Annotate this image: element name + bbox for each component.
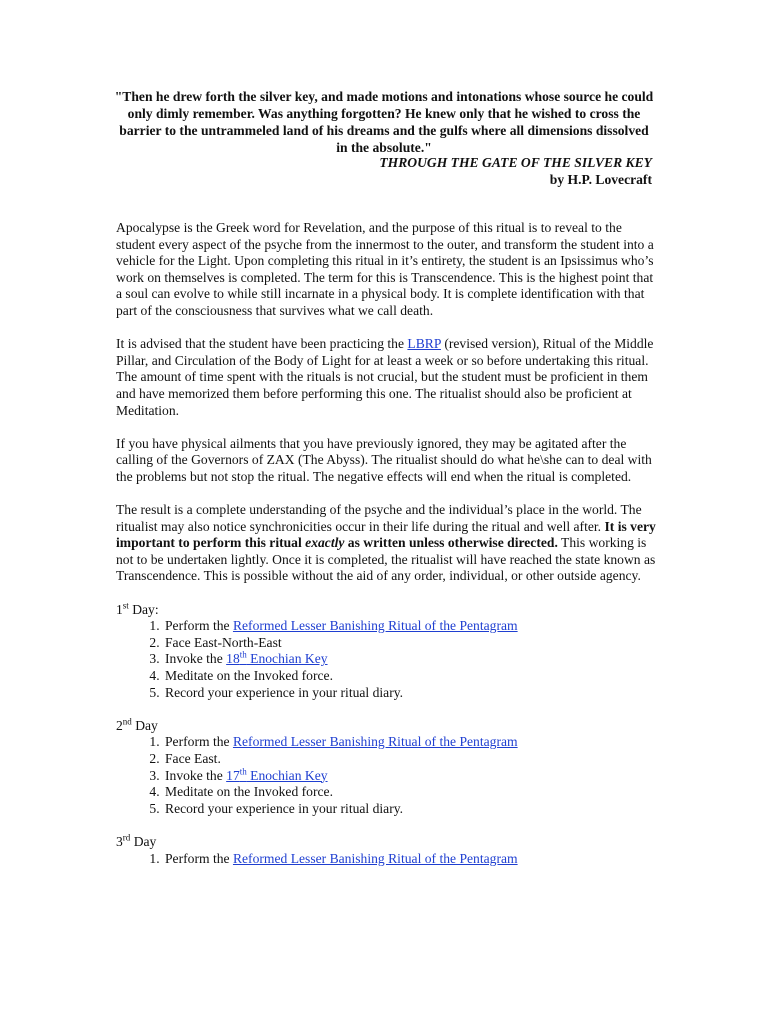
key-ordinal: th (239, 766, 247, 777)
day-3-steps (116, 851, 656, 868)
day-3-heading (116, 834, 656, 851)
step-text: Perform the (165, 850, 233, 866)
day-1-steps (116, 618, 656, 701)
list-item: 4. Meditate on the Invoked force. (163, 784, 656, 801)
day-number: 3 (116, 833, 123, 849)
day-ordinal: rd (122, 832, 131, 843)
paragraph-text: The result is a complete understanding of the psyche and the individual’s place in the world. The ritualist may also notice synchronicities occur in their life during the ritual and well after. (116, 502, 642, 534)
list-item (163, 734, 656, 751)
day-2-steps (116, 734, 656, 817)
list-item (163, 618, 656, 635)
list-item: 5. Record your experience in your ritual diary. (163, 685, 656, 702)
key-number: 18 (226, 651, 240, 667)
day-number: 2 (116, 717, 123, 733)
list-item (163, 651, 656, 668)
key-number: 17 (226, 767, 240, 783)
day-ordinal: nd (122, 716, 132, 727)
enochian-key-link[interactable] (226, 768, 327, 783)
day-label: Day (131, 717, 158, 733)
key-label: Enochian Key (246, 767, 328, 783)
day-2-heading (116, 718, 656, 735)
rlbrp-link[interactable]: Reformed Lesser Banishing Ritual of the Pentagram (232, 850, 518, 866)
list-item: 2. Face East-North-East (163, 635, 656, 652)
rlbrp-link[interactable]: Reformed Lesser Banishing Ritual of the Pentagram (232, 618, 518, 634)
day-label: Day (130, 833, 157, 849)
list-item: 2. Face East. (163, 751, 656, 768)
key-ordinal: th (239, 649, 247, 660)
step-text: Perform the (165, 618, 233, 634)
warning-text-part: It is very important to perform this ritual (116, 518, 656, 551)
epigraph-source (112, 154, 652, 188)
day-number: 1 (116, 601, 123, 617)
list-item (163, 851, 656, 868)
paragraph-text: This working is not to be undertaken lightly. Once it is completed, the ritualist will have reached the state known as Transcendence. This is possible without the aid of any order, individual, or other outside agency. (116, 535, 656, 584)
warning-emphasis: exactly (305, 535, 345, 551)
enochian-key-link[interactable] (226, 651, 327, 666)
paragraph-text: It is advised that the student have been practicing the (116, 336, 408, 352)
paragraph-intro: Apocalypse is the Greek word for Revelation, and the purpose of this ritual is to reveal to the student every aspect of the psyche from the innermost to the outer, and transform the student into a vehicle for the Light. Upon completing this ritual in it’s entirety, the student is an Ipsissimus who’s work on themselves is completed. The term for this is Transcendence. This is the highest point that a soul can evolve to while still incarnate in a physical body. It is complete identification with that part of the consciousness that survives what we call death. (116, 220, 654, 318)
day-1-heading (116, 602, 656, 619)
document-body (116, 220, 656, 884)
list-item: 4. Meditate on the Invoked force. (163, 668, 656, 685)
epigraph-author: by H.P. Lovecraft (549, 172, 652, 187)
rlbrp-link[interactable]: Reformed Lesser Banishing Ritual of the Pentagram (232, 734, 518, 750)
epigraph-quote-text: "Then he drew forth the silver key, and made motions and intonations whose source he could only dimly remember. Was anything forgotten? He knew only that he wished to cross the barrier to the untrammeled land of his dreams and the gulfs where all dimensions dissolved in the absolute." (114, 89, 654, 155)
paragraph-text: (revised version), Ritual of the Middle Pillar, and Circulation of the Body of Light for at least a week or so before undertaking this ritual. The amount of time spent with the rituals is not crucial, but the student must be proficient in them and have memorized them before performing this one. The ritualist should also be proficient at Meditation. (116, 336, 654, 418)
lbrp-link[interactable]: LBRP (407, 336, 441, 352)
step-text: Invoke the (165, 651, 227, 667)
list-item (163, 768, 656, 785)
epigraph-title: THROUGH THE GATE OF THE SILVER KEY (379, 155, 652, 170)
key-label: Enochian Key (246, 651, 328, 667)
paragraph-prerequisites (116, 336, 656, 419)
list-item: 5. Record your experience in your ritual diary. (163, 801, 656, 818)
step-text: Invoke the (165, 767, 227, 783)
day-ordinal: st (122, 600, 129, 611)
warning-text-part: as written unless otherwise directed. (344, 535, 558, 551)
paragraph-result (116, 502, 656, 585)
paragraph-ailments: If you have physical ailments that you have previously ignored, they may be agitated after the calling of the Governors of ZAX (The Abyss). The ritualist should do what he\she can to deal with the problems but not stop the ritual. The negative effects will end when the ritual is completed. (116, 435, 652, 484)
epigraph-quote (112, 88, 656, 156)
step-text: Perform the (165, 734, 233, 750)
day-label: Day: (128, 601, 159, 617)
